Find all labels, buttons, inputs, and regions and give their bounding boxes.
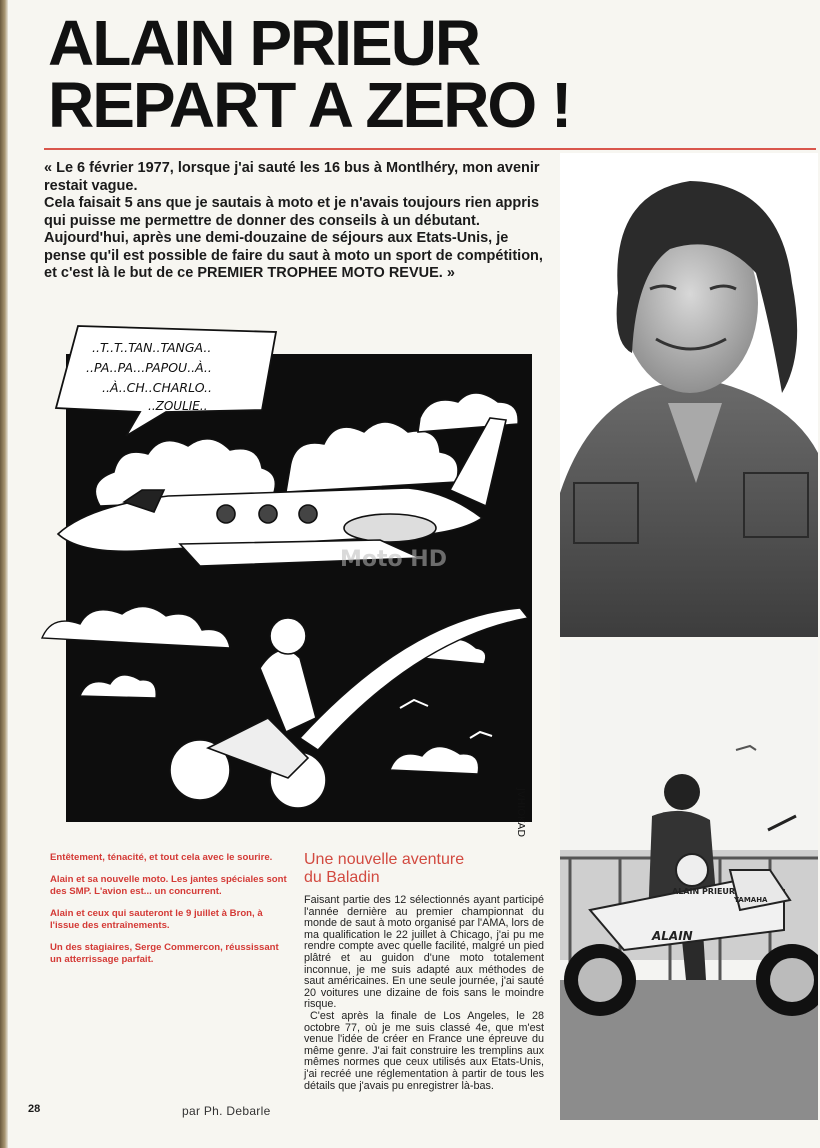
cartoon-illustration	[40, 318, 540, 838]
intro-quote	[44, 160, 544, 283]
bike-text-1: ALAIN PRIEUR	[672, 887, 736, 896]
caption-3: Alain et ceux qui sauteront le 9 juillet à Bron, à l'issue des entraînements.	[50, 908, 263, 931]
speech-line-1: ..T..T..TAN..TANGA..	[92, 340, 212, 355]
photo-captions	[50, 852, 290, 976]
caption-1: Entêtement, ténacité, et tout cela avec le sourire.	[50, 852, 273, 863]
cartoon-signature: JVHIOKAD	[515, 788, 526, 838]
page-binding-edge	[0, 0, 8, 1148]
speech-line-3: ..À..CH..CHARLO..	[102, 380, 212, 395]
article-paragraph-2: C'est après la finale de Los Angeles, le 28 octobre 77, où je me suis classé 4e, que m'est venue l'idée de créer en France une épreuve du même genre. J'ai fait construire les tremplins aux mêmes normes que ceux utilisés aux Etats-Unis, j'ai recréé une réglementation à partir de tous les détails que j'avais pu enregistrer là-bas.	[304, 1009, 544, 1092]
bike-text-2: YAMAHA	[734, 896, 768, 904]
page-number: 28	[28, 1103, 41, 1115]
article-title	[304, 851, 464, 887]
speech-line-4: ..ZOULIE..	[148, 399, 208, 413]
headline-line-1: ALAIN PRIEUR	[48, 7, 480, 79]
bike-text-3: ALAIN	[652, 929, 693, 943]
headline	[48, 7, 571, 141]
article-title-line-1: Une nouvelle aventure	[304, 851, 465, 868]
article-title-line-2: du Baladin	[304, 869, 380, 886]
title-rule	[44, 148, 816, 150]
motorcycle-photo	[560, 640, 818, 1120]
intro-paragraph-1: « Le 6 février 1977, lorsque j'ai sauté les 16 bus à Montlhéry, mon avenir restait vague.	[44, 160, 540, 194]
speech-line-2: ..PA..PA...PAPOU..À..	[86, 360, 212, 375]
intro-paragraph-2: Cela faisait 5 ans que je sautais à moto et je n'avais toujours rien appris qui puisse me permettre de donner des conseils à un débutant. Aujourd'hui, après une demi-douzaine de séjours aux Etats-Unis, je pense qu'il est possible de faire du saut à moto un sport de compétition, et c'est là le but de ce PREMIER TROPHEE MOTO REVUE. »	[44, 195, 543, 281]
byline: par Ph. Debarle	[182, 1104, 271, 1118]
headline-line-2: REPART A ZERO !	[48, 69, 571, 141]
article-paragraph-1: Faisant partie des 12 sélectionnés ayant participé l'année dernière au premier championnat du monde de saut à moto organisé par l'AMA, lors de ma qualification le 22 juillet à Chicago, j'ai pu me rendre compte avec quelle facilité, malgré un pied plâtré et au guidon d'une moto totalement inconnue, je me suis adapté aux méthodes de saut américaines. En une seule journée, j'ai sauté 20 voitures une dizaine de fois sans le moindre risque.	[304, 894, 544, 1011]
caption-4: Un des stagiaires, Serge Commercon, réussissant un atterrissage parfait.	[50, 942, 279, 965]
caption-2: Alain et sa nouvelle moto. Les jantes spéciales sont des SMP. L'avion est... un concurrent.	[50, 874, 287, 897]
watermark: Moto HD	[340, 547, 447, 572]
article-body	[304, 895, 544, 1092]
portrait-photo	[560, 153, 818, 637]
